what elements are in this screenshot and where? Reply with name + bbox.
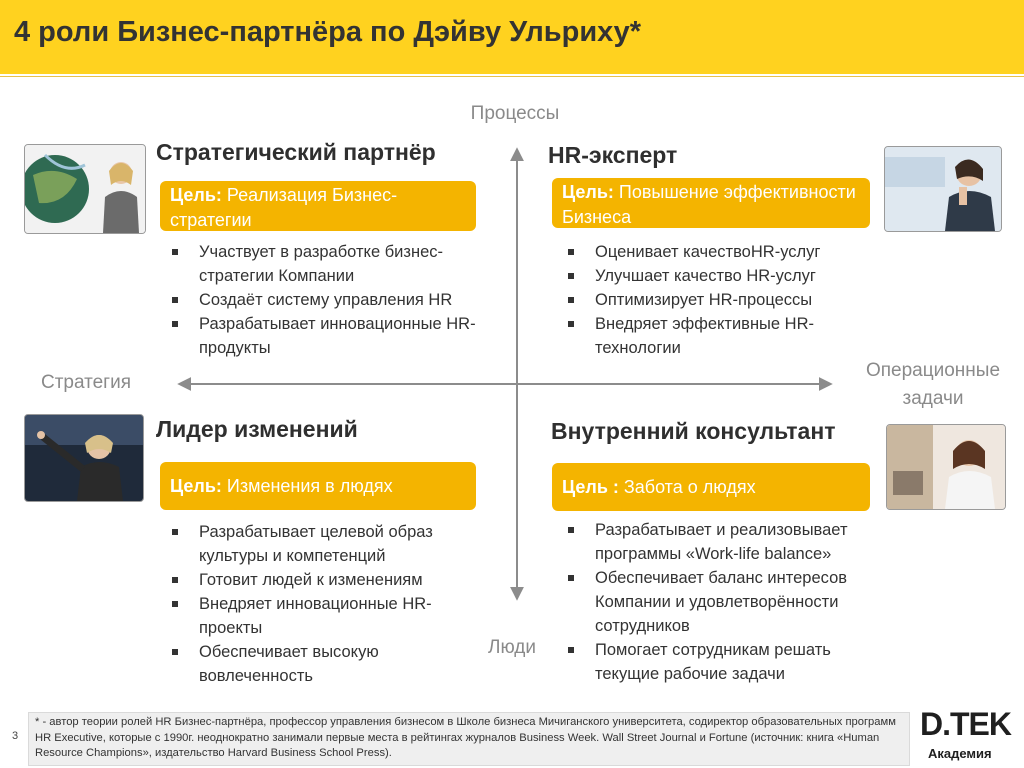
list-item: Разрабатывает целевой образ культуры и компетенций [170, 520, 490, 568]
list-item: Оптимизирует HR-процессы [566, 288, 866, 312]
role-title-change-leader: Лидер изменений [156, 416, 358, 442]
internal-consultant-photo [886, 424, 1006, 510]
dtek-academy-logo [918, 708, 1018, 766]
axis-label-processes: Процессы [470, 103, 560, 124]
axis-label-people: Люди [487, 637, 536, 658]
list-item: Оценивает качествоHR-услуг [566, 240, 866, 264]
goal-text: Повышение эффективности Бизнеса [562, 182, 856, 227]
axis-label-operations: Операционные задачи [865, 360, 1001, 409]
role-title-hr-expert: HR-эксперт [548, 142, 678, 168]
list-item: Разрабатывает инновационные HR-продукты [170, 312, 490, 360]
list-item: Помогает сотрудникам решать текущие рабочие задачи [566, 638, 878, 686]
goal-text: Изменения в людях [221, 476, 393, 496]
strategic-partner-photo [24, 144, 146, 234]
list-item: Создаёт систему управления HR [170, 288, 490, 312]
role-title-strategic-partner: Стратегический партнёр [156, 139, 436, 165]
page-number: 3 [12, 730, 19, 742]
goal-text: Реализация Бизнес-стратегии [170, 185, 398, 230]
bullet-list-strategic-partner [170, 240, 490, 360]
goal-box-strategic-partner [160, 181, 476, 231]
bullet-list-change-leader [170, 520, 490, 688]
goal-text: Забота о людях [618, 477, 756, 497]
list-item: Внедряет эффективные HR-технологии [566, 312, 866, 360]
change-leader-photo [24, 414, 144, 502]
logo-mark: D.TEK [920, 706, 1011, 742]
goal-box-hr-expert [552, 178, 870, 228]
axis-label-strategy: Стратегия [40, 372, 132, 393]
list-item: Готовит людей к изменениям [170, 568, 490, 592]
list-item: Улучшает качество HR-услуг [566, 264, 866, 288]
goal-label: Цель: [170, 185, 222, 205]
bullet-list-hr-expert [566, 240, 866, 360]
list-item: Участвует в разработке бизнес-стратегии Компании [170, 240, 490, 288]
list-item: Обеспечивает баланс интересов Компании и удовлетворённости сотрудников [566, 566, 878, 638]
list-item: Внедряет инновационные HR-проекты [170, 592, 490, 640]
goal-box-change-leader [160, 462, 476, 510]
goal-label: Цель: [562, 182, 614, 202]
bullet-list-internal-consultant [566, 518, 878, 686]
goal-label: Цель: [170, 476, 222, 496]
goal-label: Цель : [562, 477, 619, 497]
logo-subtitle: Академия [928, 746, 992, 761]
footnote-text: * - автор теории ролей HR Бизнес-партнёра, профессор управления бизнесом в Школе бизнеса Мичиганского университета, содиректор образовательных программ HR Executive, которые с 1990г. неоднократно занимали первые места в рейтингах журналов Business Week. Wall Street Journal и Fortune (источник: книга «Human Resource Champions», издательство Harvard Business School Press). [35, 716, 896, 759]
footnote-box [28, 712, 910, 766]
role-title-internal-consultant: Внутренний консультант [551, 418, 836, 444]
slide-title: 4 роли Бизнес-партнёра по Дэйву Ульриху* [14, 16, 642, 48]
list-item: Разрабатывает и реализовывает программы «Work-life balance» [566, 518, 878, 566]
hr-expert-photo [884, 146, 1002, 232]
goal-box-internal-consultant [552, 463, 870, 511]
list-item: Обеспечивает высокую вовлеченность [170, 640, 490, 688]
